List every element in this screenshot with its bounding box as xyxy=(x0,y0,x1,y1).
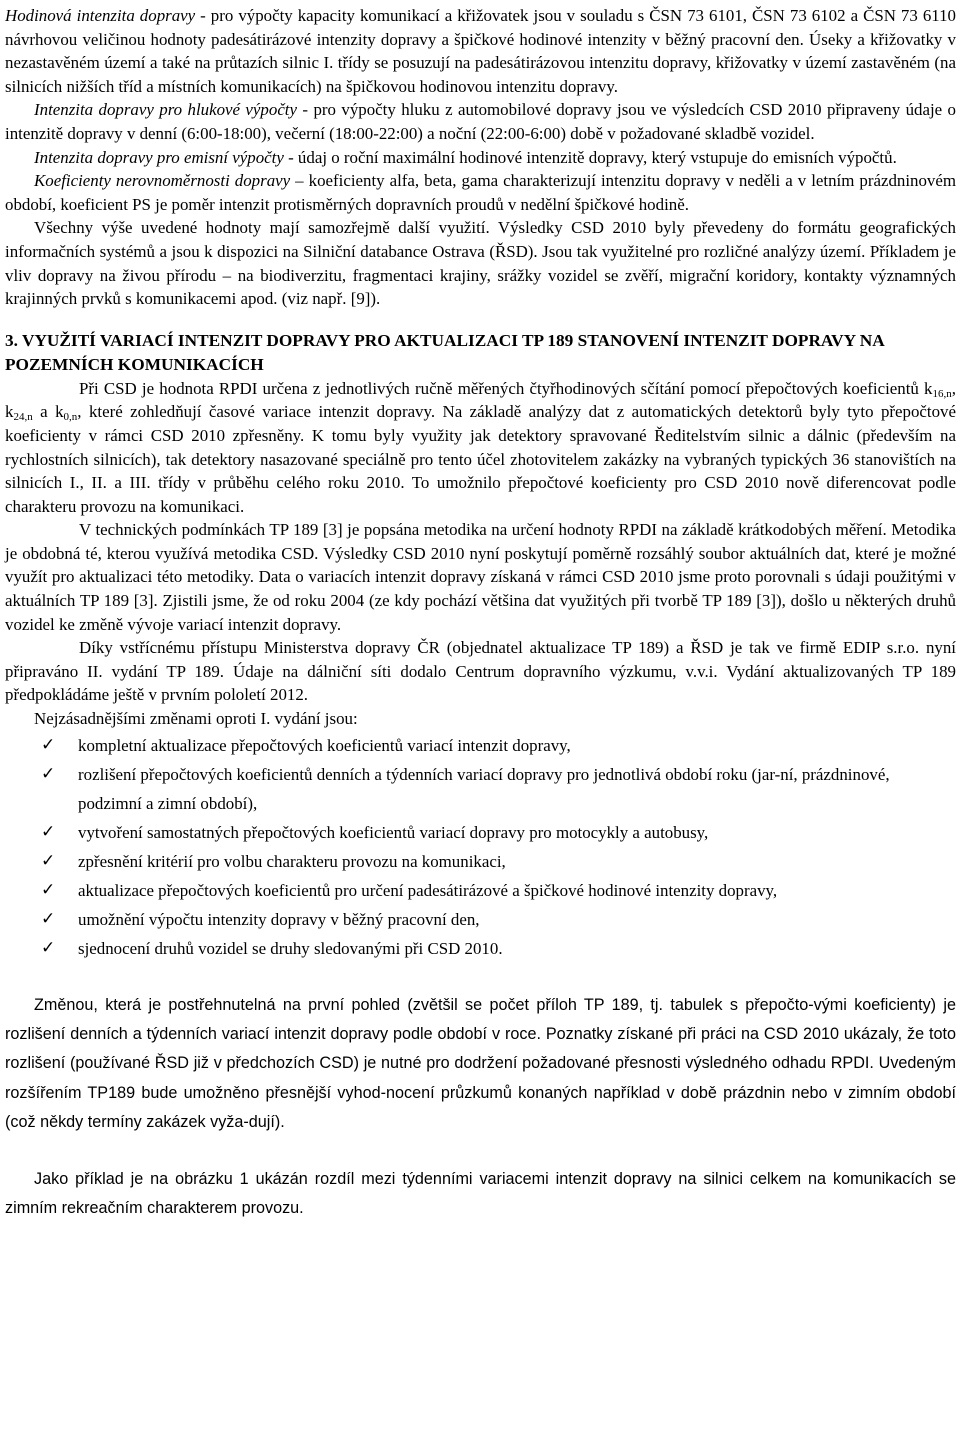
paragraph-text: - údaj o roční maximální hodinové intenzitě dopravy, který vstupuje do emisních výpočtů. xyxy=(283,147,897,167)
paragraph-hourly-intensity xyxy=(5,4,956,98)
list-intro: Nejzásadnějšími změnami oproti I. vydání jsou: xyxy=(34,709,358,729)
spacer xyxy=(5,963,956,991)
paragraph-text: – koeficienty alfa, beta, gama charakterizují intenzitu dopravy v neděli a v letním prázdninovém období, koeficient PS je poměr intenzit protisměrných dopravních proudů v nedělní špičkové hodině. xyxy=(5,171,956,214)
term-emission-intensity: Intenzita dopravy pro emisní výpočty xyxy=(34,147,284,167)
paragraph-csd-rpdi xyxy=(5,377,956,519)
paragraph-figure-reference: Jako příklad je na obrázku 1 ukázán rozdíl mezi týdenními variacemi intenzit dopravy na silnici celkem na komunikacích se zimním rekreačním charakterem provozu. xyxy=(5,1170,956,1218)
paragraph-text: Při CSD je hodnota RPDI určena z jednotlivých ručně měřených čtyřhodinových sčítání pomocí přepočtových koeficientů k xyxy=(79,378,933,398)
check-icon: ✓ xyxy=(41,822,56,843)
paragraph-text: , k xyxy=(5,378,956,422)
paragraph-seasonal-variations: Změnou, která je postřehnutelná na první pohled (zvětšil se počet příloh TP 189, tj. tabulek s přepočto-vými koeficienty) je rozlišení denních a týdenních variací intenzit dopravy podle období v roce. Poznatky získané při práci na CSD 2010 ukázaly, že toto rozlišení (používané ŘSD již v předchozích CSD) je nutné pro dodržení požadované přesnosti výsledného odhadu RPDI. Uvedeným rozšířením TP189 bude umožněno přesnější vyhod-nocení průzkumů konaných například v době prázdnin nebo v zimním období (což někdy termíny zakázek vyža-dují). xyxy=(5,996,956,1131)
list-item: ✓ umožnění výpočtu intenzity dopravy v běžný pracovní den, xyxy=(5,905,956,934)
check-icon: ✓ xyxy=(41,909,56,930)
subscript-16n: 16,n xyxy=(932,387,952,400)
subscript-0n: 0,n xyxy=(63,411,78,424)
paragraph-text: - pro výpočty hluku z automobilové dopravy jsou ve výsledcích CSD 2010 připraveny údaje o intenzitě dopravy v denní (6:00-18:00), večerní (18:00-22:00) a noční (22:00-6:00) době v požadované skladbě vozidel. xyxy=(5,100,956,143)
term-noise-intensity: Intenzita dopravy pro hlukové výpočty xyxy=(34,100,298,120)
term-hourly-intensity: Hodinová intenzita dopravy xyxy=(5,6,196,25)
list-item: ✓ vytvoření samostatných přepočtových koeficientů variací dopravy pro motocykly a autobusy, xyxy=(5,818,956,847)
subscript-24n: 24,n xyxy=(13,411,33,424)
check-icon: ✓ xyxy=(41,764,56,785)
paragraph-text: , které zohledňují časové variace intenzit dopravy. Na základě analýzy dat z automatických detektorů byly tyto přepočtové koeficienty v rámci CSD 2010 zpřesněny. K tomu byly využity jak detektory spravované Ředitelstvím silnic a dálnic (především na rychlostních silnicích), tak detektory nasazované speciálně pro tento účel zhotovitelem zakázky na vybraných typických 36 stanovištích na silnicích I., II. a III. třídy v průběhu celého roku 2010. To umožnilo přepočtové koeficienty pro CSD 2010 nově diferencovat podle charakteru provozu na komunikaci. xyxy=(5,402,956,516)
paragraph-text: - pro výpočty kapacity komunikací a křižovatek jsou v souladu s ČSN 73 6101, ČSN 73 6102 a ČSN 73 6110 návrhovou veličinou hodnoty padesátirázové intenzity dopravy a špičkové hodinové intenzity v běžný pracovní den. Úseky a křižovatky v nezastavěném území a také na průtazích silnic I. třídy se posuzují na padesátirázovou intenzitu dopravy, křižovatky v území zastavěném (na silnicích nižších tříd a místních komunikacích) na špičkovou hodinovou intenzitu dopravy. xyxy=(5,6,956,96)
paragraph-edip: Díky vstřícnému přístupu Ministerstva dopravy ČR (objednatel aktualizace TP 189) a ŘSD je tak ve firmě EDIP s.r.o. nyní připraváno II. vydání TP 189. Údaje na dálniční síti dodalo Centrum dopravního výzkumu, v.v.i. Vydání aktualizovaných TP 189 předpokládáme ještě v prvním pololetí 2012. xyxy=(5,638,956,705)
check-icon: ✓ xyxy=(41,938,56,959)
paragraph-emission-intensity xyxy=(5,146,956,170)
paragraph-noise-intensity xyxy=(5,98,956,145)
list-item: ✓ zpřesnění kritérií pro volbu charakteru provozu na komunikaci, xyxy=(5,847,956,876)
paragraph-tp189-method: V technických podmínkách TP 189 [3] je popsána metodika na určení hodnoty RPDI na základě krátkodobých měření. Metodika je obdobná té, kterou využívá metodika CSD. Výsledky CSD 2010 nyní poskytují poměrně rozsáhlý soubor aktuálních dat, které je možné využít pro aktualizaci této metodiky. Data o variacích intenzit dopravy získaná v rámci CSD 2010 jsme proto porovnali s údaji použitými v aktuálních TP 189 [3]. Zjistili jsme, že od roku 2004 (ze kdy pochází většina dat využitých při tvorbě TP 189 [3]), došlo u některých druhů vozidel ke změně vývoje variací intenzit dopravy. xyxy=(5,520,956,634)
list-item: ✓ rozlišení přepočtových koeficientů denních a týdenních variací dopravy pro jednotlivá období roku (jar-ní, prázdninové, podzimní a zimní období), xyxy=(5,760,956,818)
check-icon: ✓ xyxy=(41,735,56,756)
list-item: ✓ kompletní aktualizace přepočtových koeficientů variací intenzit dopravy, xyxy=(5,731,956,760)
paragraph-uses: Všechny výše uvedené hodnoty mají samozřejmě další využití. Výsledky CSD 2010 byly převedeny do formátu geografických informačních systémů a jsou k dispozici na Silniční databance Ostrava (ŘSD). Jsou tak využitelné pro rozličné analýzy území. Příkladem je vliv dopravy na živou přírodu – na biodiverzitu, fragmentaci krajiny, srážky vozidel se zvěří, migrační koridory, kontakty významných krajinných prvků s komunikacemi apod. (viz např. [9]). xyxy=(5,218,956,309)
check-icon: ✓ xyxy=(41,880,56,901)
term-coefficients: Koeficienty nerovnoměrnosti dopravy xyxy=(34,171,291,191)
check-icon: ✓ xyxy=(41,851,56,872)
list-item: ✓ sjednocení druhů vozidel se druhy sledovanými při CSD 2010. xyxy=(5,934,956,963)
changes-checklist xyxy=(5,731,956,963)
paragraph-text: a k xyxy=(32,402,64,422)
list-item: ✓ aktualizace přepočtových koeficientů pro určení padesátirázové a špičkové hodinové intenzity dopravy, xyxy=(5,876,956,905)
section-heading: 3. VYUŽITÍ VARIACÍ INTENZIT DOPRAVY PRO AKTUALIZACI TP 189 STANOVENÍ INTENZIT DOPRAVY NA POZEMNÍCH KOMUNIKACÍCH xyxy=(5,330,884,374)
paragraph-coefficients xyxy=(5,169,956,216)
spacer xyxy=(5,1137,956,1165)
